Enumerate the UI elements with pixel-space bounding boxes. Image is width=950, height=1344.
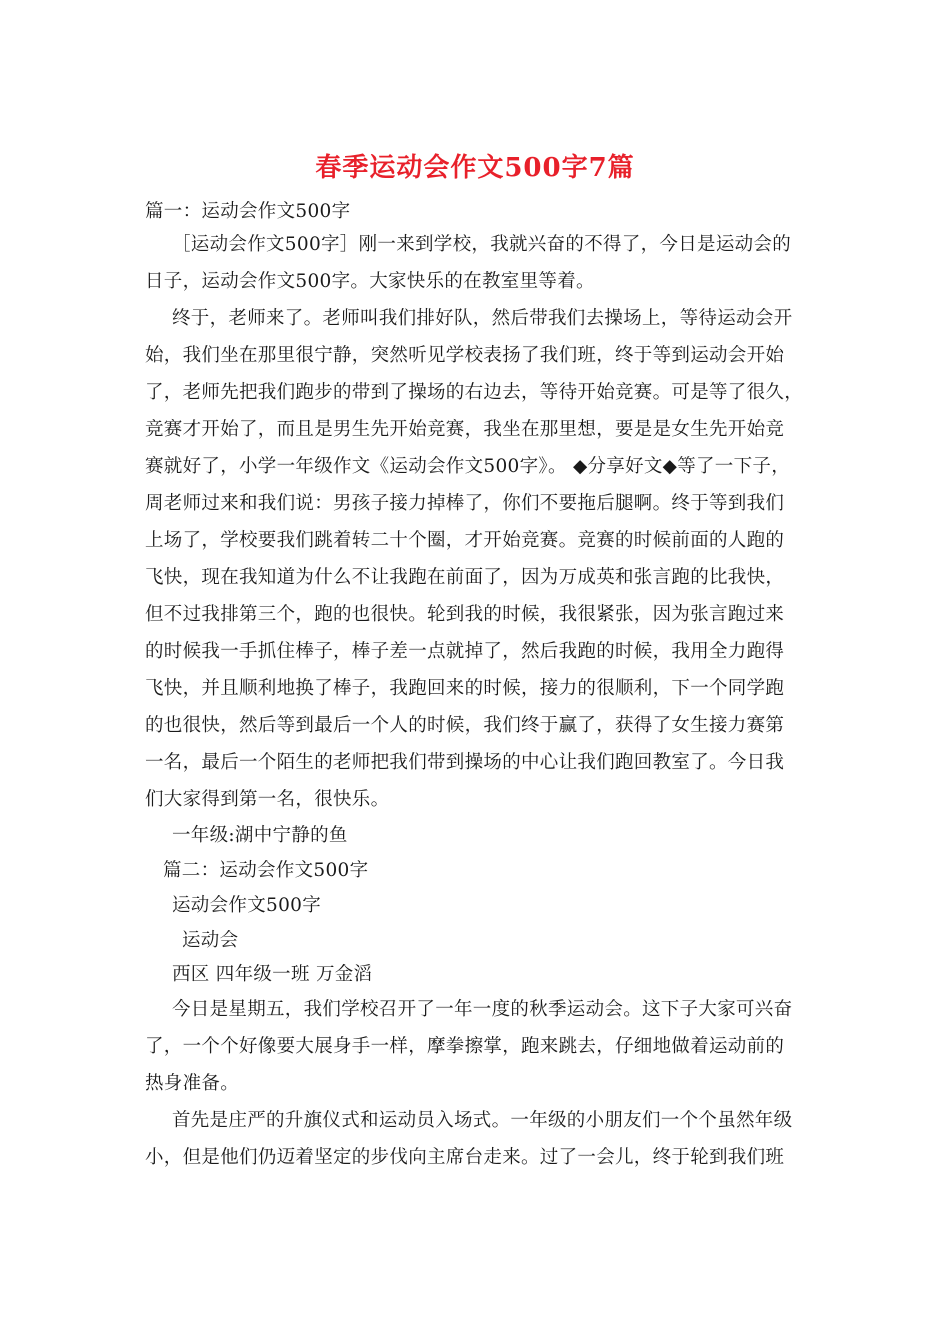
paragraph-line: 一名，最后一个陌生的老师把我们带到操场的中心让我们跑回教室了。今日我: [145, 752, 785, 773]
paragraph-line: 小，但是他们仍迈着坚定的步伐向主席台走来。过了一会儿，终于轮到我们班: [145, 1147, 785, 1168]
paragraph-line: 了，老师先把我们跑步的带到了操场的右边去，等待开始竞赛。可是等了很久，: [145, 382, 804, 403]
paragraph-line: ［运动会作文500字］刚一来到学校，我就兴奋的不得了，今日是运动会的: [172, 234, 792, 255]
author-line: 西区 四年级一班 万金滔: [172, 964, 373, 985]
paragraph-line: 首先是庄严的升旗仪式和运动员入场式。一年级的小朋友们一个个虽然年级: [172, 1110, 793, 1131]
paragraph-line: 飞快，现在我知道为什么不让我跑在前面了，因为万成英和张言跑的比我快，: [145, 567, 785, 588]
article-subtitle-line: 运动会: [182, 930, 239, 951]
paragraph-line: 但不过我排第三个，跑的也很快。轮到我的时候，我很紧张，因为张言跑过来: [145, 604, 785, 625]
author-line: 一年级:湖中宁静的鱼: [172, 825, 348, 846]
document-title: 春季运动会作文500字7篇: [315, 153, 635, 183]
paragraph-line: 今日是星期五，我们学校召开了一年一度的秋季运动会。这下子大家可兴奋: [172, 999, 793, 1020]
paragraph-line: 的也很快，然后等到最后一个人的时候，我们终于赢了，获得了女生接力赛第: [145, 715, 785, 736]
paragraph-line: 始，我们坐在那里很宁静，突然听见学校表扬了我们班，终于等到运动会开始: [145, 345, 785, 366]
paragraph-line: 终于，老师来了。老师叫我们排好队，然后带我们去操场上，等待运动会开: [172, 308, 793, 329]
paragraph-line: 竞赛才开始了，而且是男生先开始竞赛，我坐在那里想，要是是女生先开始竞: [145, 419, 785, 440]
paragraph-line: 了，一个个好像要大展身手一样，摩拳擦掌，跑来跳去，仔细地做着运动前的: [145, 1036, 785, 1057]
section-heading: 篇二：运动会作文500字: [163, 860, 369, 881]
paragraph-line: 赛就好了，小学一年级作文《运动会作文500字》。 ◆分享好文◆等了一下子，: [145, 456, 790, 477]
paragraph-line: 们大家得到第一名，很快乐。: [145, 789, 390, 810]
paragraph-line: 的时候我一手抓住棒子，棒子差一点就掉了，然后我跑的时候，我用全力跑得: [145, 641, 785, 662]
paragraph-line: 热身准备。: [145, 1073, 240, 1094]
article-title-line: 运动会作文500字: [172, 895, 322, 916]
paragraph-line: 上场了，学校要我们跳着转二十个圈，才开始竞赛。竞赛的时候前面的人跑的: [145, 530, 785, 551]
paragraph-line: 飞快，并且顺利地换了棒子，我跑回来的时候，接力的很顺利，下一个同学跑: [145, 678, 785, 699]
section-heading: 篇一：运动会作文500字: [145, 201, 351, 222]
paragraph-line: 日子，运动会作文500字。大家快乐的在教室里等着。: [145, 271, 595, 292]
paragraph-line: 周老师过来和我们说：男孩子接力掉棒了，你们不要拖后腿啊。终于等到我们: [145, 493, 785, 514]
